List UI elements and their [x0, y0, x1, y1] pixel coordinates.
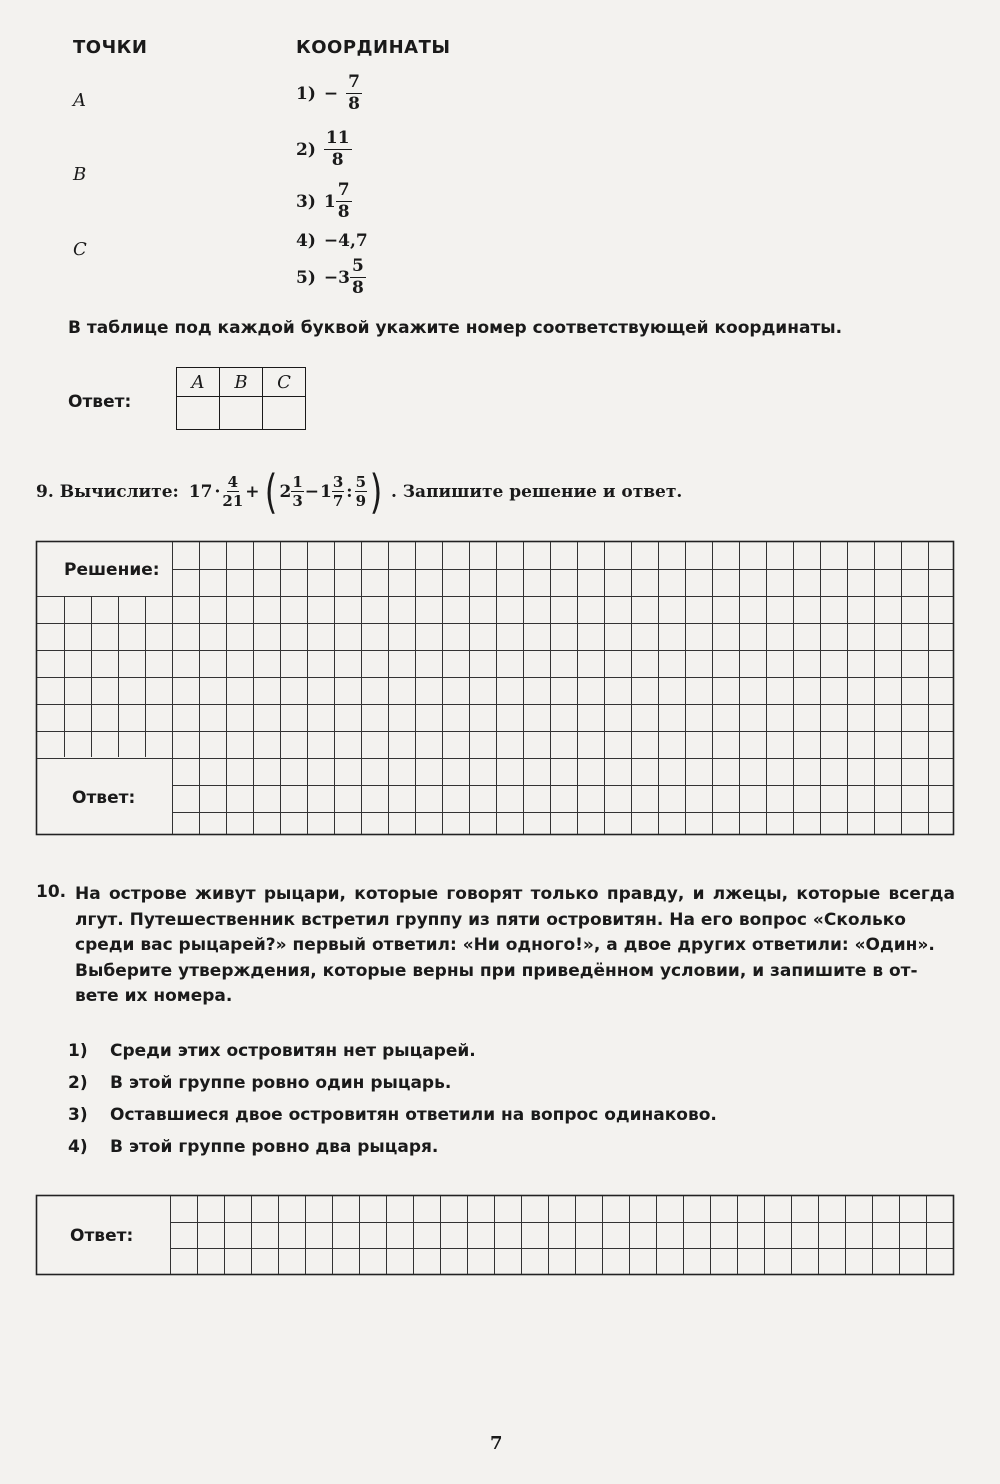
- task10-number: 10.: [36, 882, 67, 902]
- task9-expression: 17 · 4 21 + ( 2 1 3 − 1 3 7 : 5 9 ): [188, 465, 383, 519]
- option-item: 1) Среди этих островитян нет рыцарей.: [68, 1041, 476, 1061]
- task8-instruction: В таблице под каждой буквой укажите номер соответствующей координаты.: [68, 318, 843, 338]
- page-number: 7: [490, 1433, 503, 1454]
- task8-answer-label: Ответ:: [68, 392, 132, 412]
- solution-label: Решение:: [64, 560, 160, 580]
- option-item: 2) В этой группе ровно один рыцарь.: [68, 1073, 452, 1093]
- task10-line: вете их номера.: [75, 986, 233, 1006]
- coord-option-2: 2) $\frac{11}{8}$: [296, 128, 350, 170]
- points-header: ТОЧКИ: [73, 37, 148, 58]
- answer-header-c: C: [263, 368, 306, 397]
- task10-options: [68, 1041, 717, 1169]
- task9-number: 9.: [36, 482, 54, 502]
- answer-header-a: A: [177, 368, 220, 397]
- task9-verb: Вычислите:: [59, 482, 179, 502]
- task9-tail: . Запишите решение и ответ.: [390, 482, 683, 502]
- point-c: C: [73, 239, 87, 260]
- task10-line: лгут. Путешественник встретил группу из пяти островитян. На его вопрос «Сколько: [75, 909, 906, 930]
- option-item: 3) Оставшиеся двое островитян ответили на вопрос одинаково.: [68, 1105, 717, 1125]
- task9-answer-label: Ответ:: [72, 788, 136, 808]
- point-a: A: [73, 90, 86, 111]
- option-item: 4) В этой группе ровно два рыцаря.: [68, 1137, 439, 1157]
- coords-header: КООРДИНАТЫ: [296, 37, 451, 58]
- coord-option-4: 4) −4,7: [296, 231, 368, 251]
- coord-option-1: 1) − $\frac{7}{8}$: [296, 72, 360, 114]
- coord-option-5: 5) − 3 $\frac{5}{8}$: [296, 256, 364, 298]
- task10-line: Выберите утверждения, которые верны при приведённом условии, и запишите в от-: [75, 960, 918, 981]
- task10-text: [75, 882, 955, 1010]
- coord-option-3: 3) 1 $\frac{7}{8}$: [296, 180, 350, 222]
- task10-line: среди вас рыцарей?» первый ответил: «Ни одного!», а двое других ответили: «Один».: [75, 935, 935, 955]
- task10-answer-label: Ответ:: [70, 1226, 134, 1246]
- point-b: B: [73, 164, 87, 185]
- task10-line: На острове живут рыцари, которые говорят только правду, и лжецы, которые всегда: [75, 884, 955, 904]
- answer-header-b: B: [220, 368, 263, 397]
